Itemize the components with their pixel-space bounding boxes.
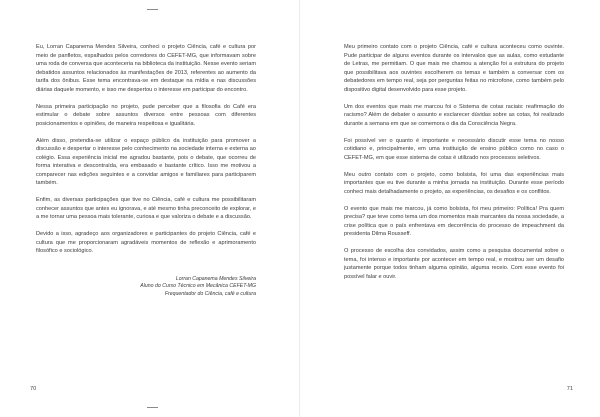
signature-note: Frequentador do Ciência, café e cultura [164,290,256,297]
paragraph: Eu, Lorran Capanema Mendes Silveira, conheci o projeto Ciência, café e cultura por meio de panfletos, espalhados pelos corredores do CEFET-MG, que informavam sobre uma roda de conversa que aconteceria na biblioteca da instituição. Nesse evento seriam debatidos assuntos relacionados às manifestações de 2013, referentes ao aumento da tarifa dos ônibus. Esse tema encontrava-se em destaque na mídia e nas discussões diárias daquele momento, e isso me despertou o interesse em participar do encontro. [36,44,256,93]
paragraph: Foi possível ver o quanto é importante e necessário discutir esse tema no nosso cotidiano e, principalmente, em uma instituição de ensino público como no caso o CEFET-MG, em que esse sistema de cotas é utilizado nos processos seletivos. [344,137,564,161]
paragraph: Devido a isso, agradeço aos organizadores e participantes do projeto Ciência, café e cultura que me proporcionaram agradáveis momentos de reflexão e aprimoramento filosófico e sociológico. [36,231,256,254]
paragraph: O evento que mais me marcou, já como bolsista, foi meu primeiro: Política! Pra quem precisa? que teve como tema um dos momentos mais marcantes da nossa sociedade, a crise política que o país enfrentava em decorrência do processo de impeachment da presidenta Dilma Rousseff. [344,205,564,237]
paragraph: Enfim, as diversas participações que tive no Ciência, café e cultura me possibilitaram conhecer assuntos que antes eu ignorava, e até mesmo tinha preconceito de explorar, e a me tornar uma pessoa mais tolerante, curiosa e que valoriza o debate e a discussão. [36,197,256,220]
crop-mark [147,9,158,10]
paragraph: Meu outro contato com o projeto, como bolsista, foi uma das experiências mais importantes que eu tive durante a minha jornada na instituição. Durante esse período conheci mais detalhadamente o projeto, as experiências, os desafios e os conflitos. [344,171,564,195]
crop-mark [147,407,158,408]
signature-name: Lorran Capanema Mendes Silveira [175,275,256,282]
signature-role: Aluno do Curso Técnico em Mecânica CEFET-MG [140,283,256,289]
page-number: 70 [30,386,37,392]
paragraph: Nessa primeira participação no projeto, pude perceber que a filosofia do Café era estimular o debate sobre assuntos diversos entre pessoas com diferentes posicionamentos e opiniões, de maneira respeitosa e igualitária. [36,103,256,127]
paragraph: Meu primeiro contato com o projeto Ciência, café e cultura aconteceu como ouvinte. Pude participar de alguns eventos durante os intervalos que as aulas, como estudante de Letras, me permitiam. O que mais me chamou a atenção foi a estrutura do projeto que possibilitava aos ouvintes escolherem os temas e também a conversar com os debatedores em tempo real, seja por perguntas feitas no microfone, como também pelo dispositivo digital desenvolvido para esse projeto. [344,44,564,93]
left-text-column [36,43,256,298]
paragraph: O processo de escolha dos convidados, assim como a pesquisa documental sobre o tema, foi intenso e importante por acontecer em tempo real, e mostrou ser um desafio justamente porque todos tinham alguma opinião, alguma receio. Com esse evento foi possível falar e ouvir. [344,248,564,280]
paragraph: Um dos eventos que mais me marcou foi o Sistema de cotas raciais: reafirmação do racismo? Além de debater o assunto e esclarecer dúvidas sobre as cotas, foi realizado durante a semana em que se comemora o dia da Consciência Negra. [344,103,564,127]
signature-block [36,276,256,299]
page-number: 71 [566,386,573,392]
paragraph: Além disso, pretendia-se utilizar o espaço público da instituição para promover a discussão e despertar o interesse pelo conhecimento na sociedade interna e externa ao colégio. Essa experiência inicial me agradou bastante, pois o debate, que ocorreu de forma interativa e descontraída, era embasado e bastante crítico. Isso me motivou a comparecer nas edições seguintes e a convidar amigos e familiares para participarem também. [36,137,256,186]
right-text-column [344,43,564,290]
right-page [300,0,600,417]
